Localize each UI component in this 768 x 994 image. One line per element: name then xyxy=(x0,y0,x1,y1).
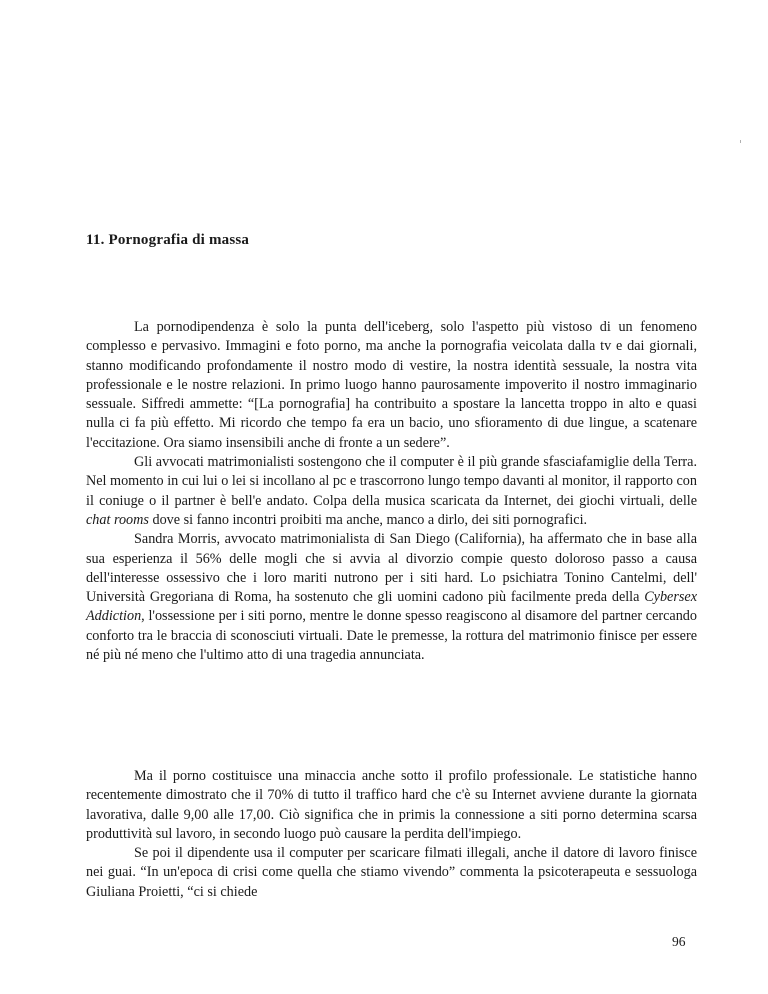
page-number: 96 xyxy=(672,934,686,949)
paragraph-text: dove si fanno incontri proibiti ma anche, manco a dirlo, dei siti pornografici. xyxy=(148,511,588,528)
paragraph xyxy=(86,844,697,902)
text-block-2 xyxy=(86,767,697,902)
scan-speck xyxy=(740,140,741,143)
paragraph-text: Ma il porno costituisce una minaccia anche sotto il profilo professionale. Le statistiche hanno recentemente dimostrato che il 70% di tutto il traffico hard che c'è su Internet avviene durante la giornata lavorativa, dalle 9,00 alle 17,00. Ciò significa che in primis la connessione a siti porno determina scarsa produttività sul lavoro, in secondo luogo può causare la perdita dell'impiego. xyxy=(86,768,697,842)
paragraph-text: Sandra Morris, avvocato matrimonialista di San Diego (California), ha affermato che in base alla sua esperienza il 56% delle mogli che si avvia al divorzio compie questo doloroso passo a causa dell'interesse ossessivo che i loro mariti nutrono per i siti hard. Lo psichiatra Tonino Cantelmi, dell' Università Gregoriana di Roma, ha sostenuto che gli uomini cadono più facilmente preda della xyxy=(86,531,697,606)
paragraph-text: Gli avvocati matrimonialisti sostengono che il computer è il più grande sfasciafamiglie della Terra. Nel momento in cui lui o lei si incollano al pc e trascorrono lungo tempo davanti al monitor, il rapporto con il coniuge o il partner è bell'e andato. Colpa della musica scaricata da Internet, dei giochi virtuali, delle xyxy=(86,454,697,509)
paragraph-text: , l'ossessione per i siti porno, mentre le donne spesso reagiscono al disamore del partner cercando conforto tra le braccia di sconosciuti virtuali. Date le premesse, la rottura del matrimonio finisce per essere né più né meno che l'ultimo atto di una tragedia annunciata. xyxy=(86,608,697,664)
italic-term: Cybersex Addiction xyxy=(86,589,697,625)
text-block-1 xyxy=(86,318,697,665)
paragraph xyxy=(86,453,697,530)
paragraph xyxy=(86,530,697,665)
paragraph xyxy=(86,318,697,453)
italic-term: chat rooms xyxy=(86,511,149,528)
paragraph xyxy=(86,767,697,844)
section-heading: 11. Pornografia di massa xyxy=(86,232,250,248)
paragraph-text: La pornodipendenza è solo la punta dell'iceberg, solo l'aspetto più vistoso di un fenomeno complesso e pervasivo. Immagini e foto porno, ma anche la pornografia veicolata dalla tv e dai giornali, stanno modificando profondamente il nostro modo di vestire, la nostra identità sessuale, la nostra vita professionale e le nostre relazioni. In primo luogo hanno paurosamente impoverito il nostro immaginario sessuale. Siffredi ammette: “[La pornografia] ha contribuito a spostare la lancetta troppo in alto e quasi nulla ci fa più effetto. Mi ricordo che tempo fa era un bacio, uno sfioramento di due lingue, a scatenare l'eccitazione. Ora siamo insensibili anche di fronte a un sedere”. xyxy=(86,319,697,451)
paragraph-text: Se poi il dipendente usa il computer per scaricare filmati illegali, anche il datore di lavoro finisce nei guai. “In un'epoca di crisi come quella che stiamo vivendo” commenta la psicoterapeuta e sessuologa Giuliana Proietti, “ci si chiede xyxy=(86,845,697,900)
